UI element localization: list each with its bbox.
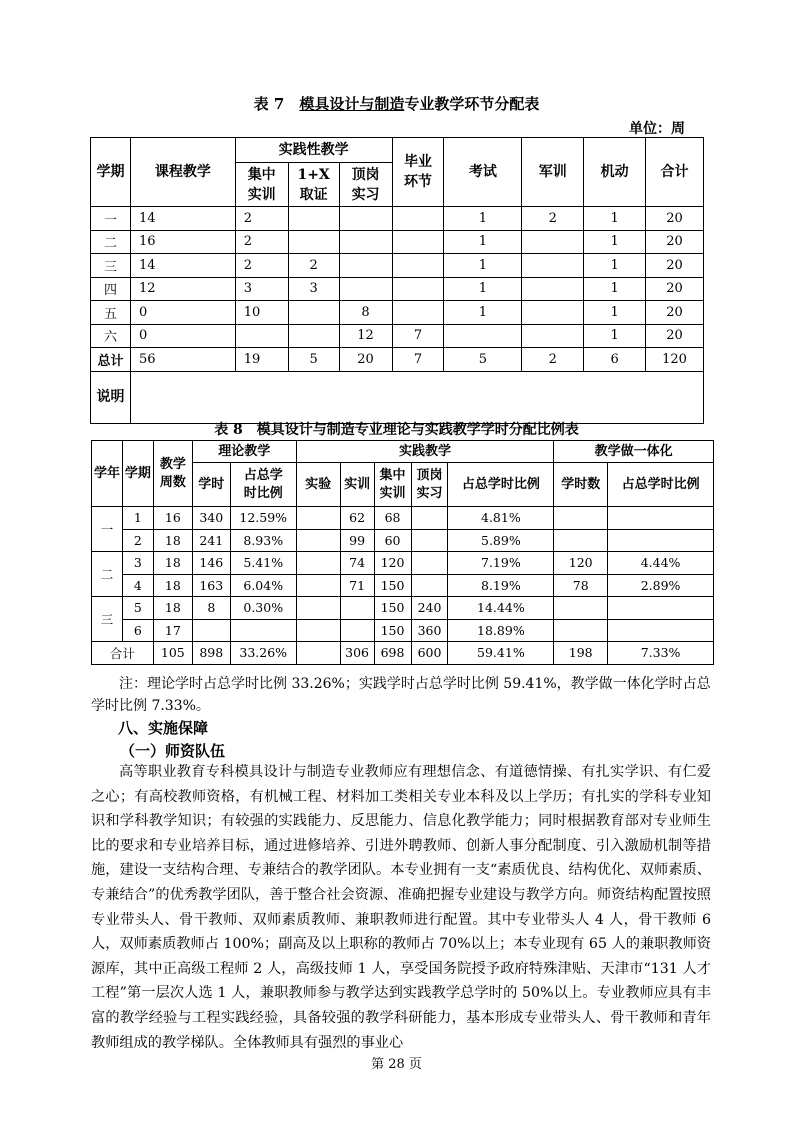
table-cell: 19 [235, 348, 288, 372]
table7-unit: 单位：周 [629, 121, 685, 137]
table-cell [411, 507, 448, 530]
table-cell [296, 619, 340, 642]
total-cell: 105 [153, 642, 192, 665]
semester-cell: 4 [122, 574, 153, 597]
total-cell: 59.41% [448, 642, 554, 665]
table-cell: 1 [444, 277, 522, 301]
table-cell: 2 [235, 230, 288, 254]
table-cell: 14 [130, 254, 235, 278]
row-label: 三 [91, 254, 131, 278]
table-row [92, 619, 714, 642]
table-cell: 10 [235, 301, 288, 325]
table-cell: 163 [192, 574, 230, 597]
table-row [91, 348, 704, 372]
t8-col-practice-ratio: 占总学时比例 [448, 463, 554, 507]
table-cell: 12.59% [230, 507, 296, 530]
col-concentrated: 集中 实训 [235, 163, 288, 207]
table-cell [554, 597, 608, 620]
row-label: 五 [91, 301, 131, 325]
table-cell [392, 207, 444, 231]
table-row [91, 230, 704, 254]
table-cell [296, 529, 340, 552]
table-cell: 120 [554, 552, 608, 575]
table-cell [296, 507, 340, 530]
t8-col-experiment: 实验 [296, 463, 340, 507]
table-cell: 8 [339, 301, 392, 325]
table-cell [411, 574, 448, 597]
table-cell: 14 [130, 207, 235, 231]
total-cell: 306 [340, 642, 374, 665]
table-cell [288, 230, 339, 254]
col-total: 合计 [646, 138, 704, 207]
table-cell: 99 [340, 529, 374, 552]
table-cell: 20 [646, 324, 704, 348]
table-cell [392, 277, 444, 301]
table-cell [192, 619, 230, 642]
t8-col-concentrated: 集中 实训 [374, 463, 411, 507]
total-label: 合计 [92, 642, 154, 665]
col-course: 课程教学 [130, 138, 235, 207]
total-cell: 33.26% [230, 642, 296, 665]
table-cell [339, 254, 392, 278]
table-cell: 1 [444, 254, 522, 278]
table-cell: 18 [153, 597, 192, 620]
table-cell [339, 207, 392, 231]
hours-ratio-table [91, 440, 714, 665]
table-cell: 8.93% [230, 529, 296, 552]
table-cell [235, 324, 288, 348]
table-cell [288, 301, 339, 325]
table-row [91, 277, 704, 301]
table-row [92, 552, 714, 575]
t8-col-weeks: 教学 周数 [153, 441, 192, 507]
table7-note-cell [130, 371, 703, 423]
table-cell: 7 [392, 324, 444, 348]
table-cell: 120 [374, 552, 411, 575]
table-cell [554, 619, 608, 642]
table-cell: 20 [646, 277, 704, 301]
table-row [91, 301, 704, 325]
table-cell [522, 254, 584, 278]
table-cell: 240 [411, 597, 448, 620]
col-semester: 学期 [91, 138, 131, 207]
table-cell: 17 [153, 619, 192, 642]
table-cell [522, 230, 584, 254]
table-cell: 5 [444, 348, 522, 372]
table-cell: 0.30% [230, 597, 296, 620]
row-label: 总计 [91, 348, 131, 372]
table-cell: 6 [584, 348, 646, 372]
table-cell [522, 324, 584, 348]
table-cell: 2 [235, 207, 288, 231]
teaching-allocation-table [90, 137, 704, 424]
table-cell [554, 529, 608, 552]
table-cell: 5.41% [230, 552, 296, 575]
table-cell: 12 [130, 277, 235, 301]
table-cell: 3 [235, 277, 288, 301]
table-cell [411, 529, 448, 552]
total-cell: 198 [554, 642, 608, 665]
table-cell: 1 [584, 301, 646, 325]
col-exam: 考试 [444, 138, 522, 207]
table-cell: 14.44% [448, 597, 554, 620]
table-cell: 360 [411, 619, 448, 642]
semester-cell: 5 [122, 597, 153, 620]
table-cell [296, 597, 340, 620]
table-row [91, 254, 704, 278]
table-cell: 8.19% [448, 574, 554, 597]
table-cell: 20 [646, 301, 704, 325]
table-cell: 1 [444, 301, 522, 325]
table-cell: 1 [584, 277, 646, 301]
table-cell: 62 [340, 507, 374, 530]
year-cell: 三 [92, 597, 123, 642]
t8-col-theory: 理论教学 [192, 441, 296, 463]
table-cell: 71 [340, 574, 374, 597]
table-cell: 1 [444, 230, 522, 254]
table-cell: 2 [288, 254, 339, 278]
table-row [92, 597, 714, 620]
col-internship: 顶岗 实习 [339, 163, 392, 207]
total-cell: 600 [411, 642, 448, 665]
table-cell: 18 [153, 529, 192, 552]
row-label: 二 [91, 230, 131, 254]
table-cell: 5.89% [448, 529, 554, 552]
table-cell: 18 [153, 552, 192, 575]
table-cell [296, 574, 340, 597]
table-cell [339, 277, 392, 301]
col-flexible: 机动 [584, 138, 646, 207]
row-label: 四 [91, 277, 131, 301]
subsection-heading: （一）师资队伍 [120, 742, 226, 760]
t8-col-theory-ratio: 占总学 时比例 [230, 463, 296, 507]
semester-cell: 3 [122, 552, 153, 575]
table-cell [296, 552, 340, 575]
table-cell: 0 [130, 301, 235, 325]
table-cell: 16 [153, 507, 192, 530]
semester-cell: 2 [122, 529, 153, 552]
section-heading: 八、实施保障 [118, 719, 209, 737]
table-cell: 2 [522, 207, 584, 231]
table-cell: 1 [584, 207, 646, 231]
table-cell: 4.44% [608, 552, 714, 575]
page-number: 第 28 页 [371, 1057, 422, 1072]
table-cell: 7.19% [448, 552, 554, 575]
table-cell: 2 [522, 348, 584, 372]
table-cell: 7 [392, 348, 444, 372]
table-cell: 5 [288, 348, 339, 372]
table-cell: 20 [646, 254, 704, 278]
table-cell: 8 [192, 597, 230, 620]
table-cell: 1 [584, 254, 646, 278]
table-cell [522, 277, 584, 301]
total-cell [296, 642, 340, 665]
table-cell [444, 324, 522, 348]
total-cell: 698 [374, 642, 411, 665]
col-graduation: 毕业 环节 [392, 138, 444, 207]
table-cell: 74 [340, 552, 374, 575]
t8-col-int-ratio: 占总学时比例 [608, 463, 714, 507]
faculty-paragraph: 高等职业教育专科模具设计与制造专业教师应有理想信念、有道德情操、有扎实学识、有仁爱之心；有高校教师资格，有机械工程、材料加工类相关专业本科及以上学历；有扎实的学科专业知识和学科教学知识；有较强的实践能力、反思能力、信息化教学能力；同时根据教育部对专业师生比的要求和专业培养目标，通过进修培养、引进外聘教师、创新人事分配制度、引入激励机制等措施，建设一支结构合理、专兼结合的教学团队。本专业拥有一支“素质优良、结构优化、双师素质、专兼结合”的优秀教学团队，善于整合社会资源、准确把握专业建设与教学方向。师资结构配置按照专业带头人、骨干教师、双师素质教师、兼职教师进行配置。其中专业带头人 4 人，骨干教师 6 人，双师素质教师占 100%；副高及以上职称的教师占 70%以上；本专业现有 65 人的兼职教师资源库，其中正高级工程师 2 人，高级技师 1 人，享受国务院授予政府特殊津贴、天津市“131 人才工程”第一层次人选 1 人，兼职教师参与教学达到实践教学总学时的 50%以上。专业教师应具有丰富的教学经验与工程实践经验，具备较强的教学科研能力，基本形成专业带头人、骨干教师和青年教师组成的教学梯队。全体教师具有强烈的事业心 [91, 764, 711, 1051]
table-cell: 1 [584, 230, 646, 254]
table-row [91, 324, 704, 348]
table-cell [340, 619, 374, 642]
table-cell: 78 [554, 574, 608, 597]
table-cell [288, 207, 339, 231]
table8-body [92, 507, 714, 665]
table-cell: 12 [339, 324, 392, 348]
row-label: 六 [91, 324, 131, 348]
table-cell [392, 230, 444, 254]
table-cell [392, 254, 444, 278]
table-cell: 0 [130, 324, 235, 348]
table-cell: 4.81% [448, 507, 554, 530]
total-cell: 898 [192, 642, 230, 665]
table-cell: 56 [130, 348, 235, 372]
total-cell: 7.33% [608, 642, 714, 665]
table-cell [340, 597, 374, 620]
table-cell: 150 [374, 619, 411, 642]
table-cell [608, 619, 714, 642]
t8-col-training: 实训 [340, 463, 374, 507]
table-cell: 150 [374, 574, 411, 597]
col-practice: 实践性教学 [235, 138, 392, 163]
table-cell: 1 [584, 324, 646, 348]
table-cell: 2 [235, 254, 288, 278]
table-cell: 241 [192, 529, 230, 552]
table-row [91, 207, 704, 231]
semester-cell: 6 [122, 619, 153, 642]
table-cell [411, 552, 448, 575]
table-cell: 18.89% [448, 619, 554, 642]
table-cell: 3 [288, 277, 339, 301]
table-cell [230, 619, 296, 642]
table-cell: 16 [130, 230, 235, 254]
t8-col-year: 学年 [92, 441, 123, 507]
table-cell: 2.89% [608, 574, 714, 597]
col-1x-cert: 1+X 取证 [288, 163, 339, 207]
table7-body [91, 207, 704, 372]
table-cell: 18 [153, 574, 192, 597]
t8-col-hours: 学时 [192, 463, 230, 507]
table-cell: 20 [646, 230, 704, 254]
year-cell: 二 [92, 552, 123, 597]
table-cell: 1 [444, 207, 522, 231]
table-cell: 6.04% [230, 574, 296, 597]
table-cell [608, 529, 714, 552]
table7-title: 表 7 模具设计与制造专业教学环节分配表 [253, 95, 540, 113]
table8-title: 表 8 模具设计与制造专业理论与实践教学学时分配比例表 [214, 422, 579, 438]
t8-col-integrated: 教学做一体化 [554, 441, 714, 463]
table-row [92, 507, 714, 530]
table-cell: 120 [646, 348, 704, 372]
table-cell [392, 301, 444, 325]
t8-col-semester: 学期 [122, 441, 153, 507]
table-note: 注：理论学时占总学时比例 33.26%；实践学时占总学时比例 59.41%，教学做一体化学时占总学时比例 7.33%。 [91, 676, 711, 714]
t8-col-int-hours: 学时数 [554, 463, 608, 507]
col-military: 军训 [522, 138, 584, 207]
table-cell [608, 507, 714, 530]
table-cell: 146 [192, 552, 230, 575]
table-cell [288, 324, 339, 348]
table-cell [608, 597, 714, 620]
year-cell: 一 [92, 507, 123, 552]
table-row [92, 574, 714, 597]
table7-note-label: 说明 [91, 371, 131, 423]
semester-cell: 1 [122, 507, 153, 530]
table-cell: 150 [374, 597, 411, 620]
table-cell: 20 [646, 207, 704, 231]
table-cell: 340 [192, 507, 230, 530]
table-cell: 60 [374, 529, 411, 552]
table-cell [554, 507, 608, 530]
t8-col-practice: 实践教学 [296, 441, 554, 463]
total-row [92, 642, 714, 665]
table-cell: 68 [374, 507, 411, 530]
table-cell: 20 [339, 348, 392, 372]
table-cell [522, 301, 584, 325]
table-row [92, 529, 714, 552]
table-cell [339, 230, 392, 254]
row-label: 一 [91, 207, 131, 231]
t8-col-internship: 顶岗 实习 [411, 463, 448, 507]
